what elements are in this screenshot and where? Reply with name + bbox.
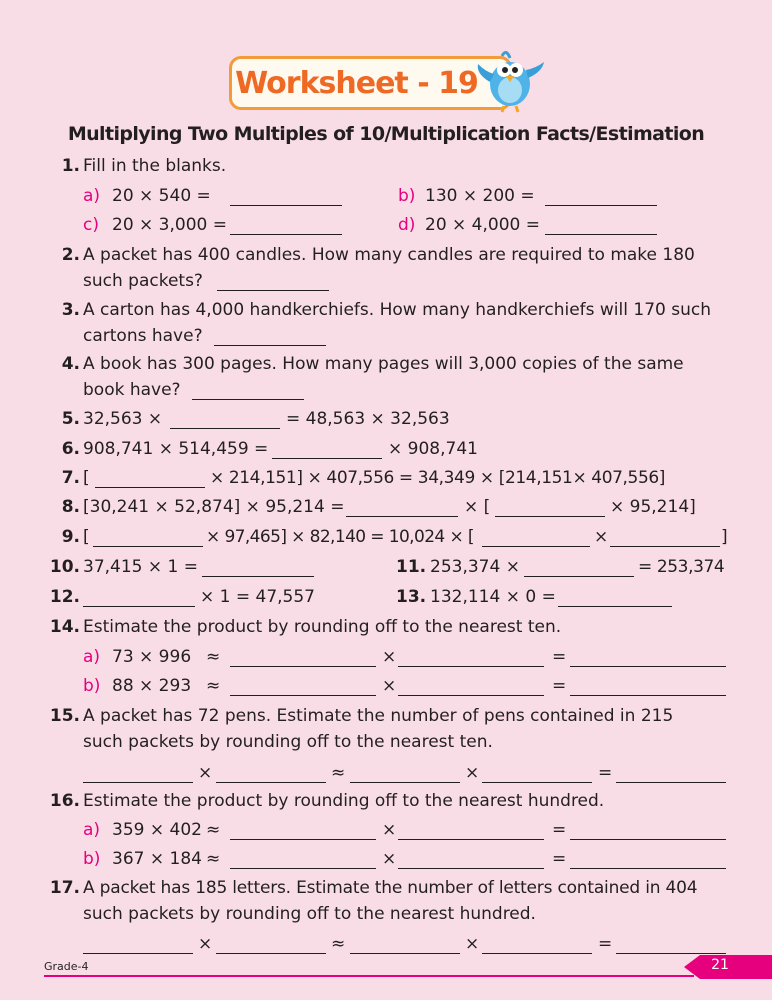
approx-symbol: ≈ [206, 820, 221, 840]
answer-blank-14b-3[interactable] [570, 679, 726, 696]
expr-post: × 95,214] [610, 497, 696, 517]
sub-label-b: b) [398, 186, 416, 206]
answer-blank-3[interactable] [214, 329, 326, 346]
question-number: 11. [396, 557, 427, 577]
question-number: 10. [49, 557, 80, 577]
equals-symbol: = [598, 934, 613, 954]
expr-14a: 73 × 996 [112, 647, 192, 667]
answer-blank-11[interactable] [524, 560, 634, 577]
answer-blank-17-3[interactable] [350, 937, 460, 954]
approx-symbol: ≈ [206, 647, 221, 667]
sub-label-b: b) [83, 849, 101, 869]
equals-symbol: = [552, 849, 567, 869]
answer-blank-14b-2[interactable] [398, 679, 544, 696]
question-text: such packets by rounding off to the nearest ten. [83, 732, 493, 752]
expr-pre: 32,563 × [83, 409, 163, 429]
answer-blank-16b-2[interactable] [398, 852, 544, 869]
equals-symbol: = [552, 647, 567, 667]
answer-blank-12[interactable] [83, 590, 195, 607]
answer-blank-14a-2[interactable] [398, 650, 544, 667]
expr-pre: 908,741 × 514,459 = [83, 439, 269, 459]
answer-blank-15-1[interactable] [83, 766, 193, 783]
answer-blank-8a[interactable] [346, 500, 458, 517]
question-number: 6. [61, 439, 80, 459]
expr-14b: 88 × 293 [112, 676, 192, 696]
question-text: A carton has 4,000 handkerchiefs. How many handkerchiefs will 170 such [83, 300, 711, 320]
equals-symbol: = [552, 676, 567, 696]
expr-pre: [ [83, 527, 90, 547]
expr-1c: 20 × 3,000 = [112, 215, 227, 235]
question-text: Estimate the product by rounding off to the nearest hundred. [83, 791, 605, 811]
answer-blank-2[interactable] [217, 274, 329, 291]
times-symbol: × [465, 763, 480, 783]
question-number: 5. [61, 409, 80, 429]
expr-post: ] [721, 527, 728, 547]
times-symbol: × [382, 849, 397, 869]
question-text: A book has 300 pages. How many pages will 3,000 copies of the same [83, 354, 684, 374]
expr-1b: 130 × 200 = [425, 186, 535, 206]
expr-16b: 367 × 184 [112, 849, 202, 869]
answer-blank-16a-2[interactable] [398, 823, 544, 840]
sub-label-a: a) [83, 186, 101, 206]
sub-label-a: a) [83, 820, 101, 840]
question-text: such packets? [83, 271, 203, 291]
expr-pre: 37,415 × 1 = [83, 557, 198, 577]
expr-post: × 1 = 47,557 [200, 587, 315, 607]
sub-label-d: d) [398, 215, 416, 235]
footer-divider [44, 975, 694, 977]
equals-symbol: = [598, 763, 613, 783]
expr-times: × [594, 527, 609, 547]
approx-symbol: ≈ [331, 934, 346, 954]
expr-post: = 48,563 × 32,563 [286, 409, 450, 429]
expr-mid: × [ [464, 497, 491, 517]
question-number: 12. [49, 587, 80, 607]
question-text: such packets by rounding off to the nearest hundred. [83, 904, 536, 924]
answer-blank-16b-3[interactable] [570, 852, 726, 869]
answer-blank-1b[interactable] [545, 189, 657, 206]
question-number: 9. [61, 527, 80, 547]
answer-blank-13[interactable] [558, 590, 672, 607]
worksheet-subtitle: Multiplying Two Multiples of 10/Multiplication Facts/Estimation [67, 123, 705, 145]
question-number: 1. [61, 156, 80, 176]
answer-blank-15-3[interactable] [350, 766, 460, 783]
answer-blank-17-1[interactable] [83, 937, 193, 954]
equals-symbol: = [552, 820, 567, 840]
answer-blank-1c[interactable] [230, 218, 342, 235]
answer-blank-17-2[interactable] [216, 937, 326, 954]
times-symbol: × [198, 763, 213, 783]
answer-blank-7[interactable] [95, 471, 205, 488]
answer-blank-15-5[interactable] [616, 766, 726, 783]
question-number: 13. [396, 587, 427, 607]
bird-mascot-icon [470, 38, 546, 114]
page-title: Worksheet - 19 [235, 65, 478, 101]
question-number: 17. [49, 878, 80, 898]
answer-blank-16a-3[interactable] [570, 823, 726, 840]
times-symbol: × [465, 934, 480, 954]
answer-blank-1d[interactable] [545, 218, 657, 235]
answer-blank-14a-3[interactable] [570, 650, 726, 667]
answer-blank-4[interactable] [192, 383, 304, 400]
answer-blank-8b[interactable] [495, 500, 605, 517]
answer-blank-9a[interactable] [93, 530, 203, 547]
expr-post: = 253,374 [638, 557, 725, 577]
answer-blank-16a-1[interactable] [230, 823, 376, 840]
question-number: 2. [61, 245, 80, 265]
times-symbol: × [382, 647, 397, 667]
question-number: 8. [61, 497, 80, 517]
question-text: book have? [83, 380, 181, 400]
sub-label-a: a) [83, 647, 101, 667]
answer-blank-9c[interactable] [610, 530, 720, 547]
answer-blank-6[interactable] [272, 442, 382, 459]
question-number: 14. [49, 617, 80, 637]
approx-symbol: ≈ [206, 849, 221, 869]
answer-blank-10[interactable] [202, 560, 314, 577]
question-number: 15. [49, 706, 80, 726]
expr-16a: 359 × 402 [112, 820, 202, 840]
page-number: 21 [711, 957, 729, 973]
answer-blank-1a[interactable] [230, 189, 342, 206]
question-text: A packet has 400 candles. How many candles are required to make 180 [83, 245, 695, 265]
question-number: 16. [49, 791, 80, 811]
answer-blank-17-4[interactable] [482, 937, 592, 954]
expr-1a: 20 × 540 = [112, 186, 211, 206]
expr-mid: × 97,465] × 82,140 = 10,024 × [ [206, 527, 474, 547]
expr-post: × 214,151] × 407,556 = 34,349 × [214,151× 407,556] [210, 468, 666, 488]
expr-pre: [ [83, 468, 90, 488]
answer-blank-14b-1[interactable] [230, 679, 376, 696]
times-symbol: × [382, 820, 397, 840]
answer-blank-9b[interactable] [482, 530, 590, 547]
question-text: A packet has 72 pens. Estimate the number of pens contained in 215 [83, 706, 674, 726]
approx-symbol: ≈ [206, 676, 221, 696]
times-symbol: × [198, 934, 213, 954]
answer-blank-15-4[interactable] [482, 766, 592, 783]
answer-blank-14a-1[interactable] [230, 650, 376, 667]
question-text: Fill in the blanks. [83, 156, 227, 176]
answer-blank-16b-1[interactable] [230, 852, 376, 869]
question-text: A packet has 185 letters. Estimate the number of letters contained in 404 [83, 878, 698, 898]
sub-label-b: b) [83, 676, 101, 696]
expr-pre: [30,241 × 52,874] × 95,214 = [83, 497, 345, 517]
approx-symbol: ≈ [331, 763, 346, 783]
question-text: Estimate the product by rounding off to the nearest ten. [83, 617, 562, 637]
question-number: 4. [61, 354, 80, 374]
sub-label-c: c) [83, 215, 99, 235]
answer-blank-5[interactable] [170, 412, 280, 429]
answer-blank-15-2[interactable] [216, 766, 326, 783]
footer-grade: Grade-4 [44, 960, 89, 973]
question-text: cartons have? [83, 326, 203, 346]
question-number: 3. [61, 300, 80, 320]
answer-blank-17-5[interactable] [616, 937, 726, 954]
expr-post: × 908,741 [388, 439, 478, 459]
question-number: 7. [61, 468, 80, 488]
expr-pre: 132,114 × 0 = [430, 587, 556, 607]
expr-1d: 20 × 4,000 = [425, 215, 540, 235]
expr-pre: 253,374 × [430, 557, 520, 577]
times-symbol: × [382, 676, 397, 696]
